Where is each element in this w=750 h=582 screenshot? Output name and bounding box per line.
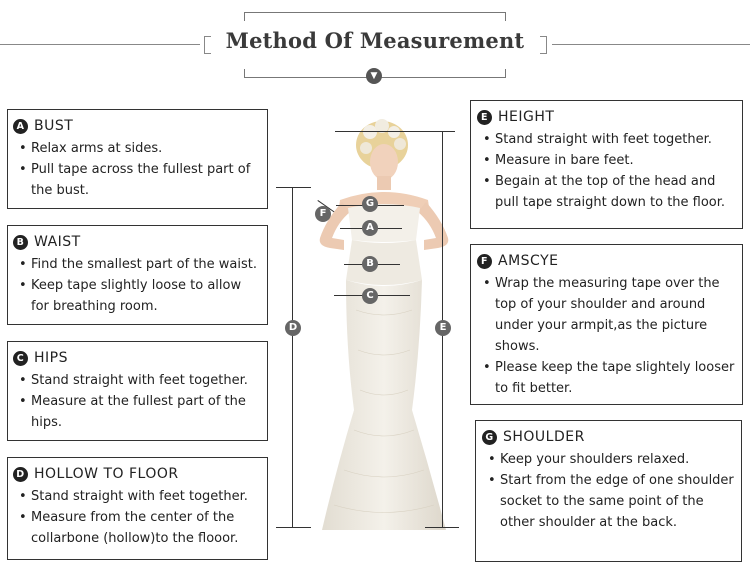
list-item: • Measure in bare feet. [477,150,736,171]
height-title: HEIGHT [498,109,555,125]
height-box [470,100,743,229]
hollow-list [13,486,261,549]
marker-b: B [362,256,378,272]
line-d-top [276,187,311,188]
marker-d: D [285,320,301,336]
list-item: • Find the smallest part of the waist. [13,254,261,275]
hips-title: HIPS [34,350,68,366]
badge-g-icon: G [482,430,497,445]
list-item: • Stand straight with feet together. [13,370,261,391]
waist-title: WAIST [34,234,81,250]
badge-b-icon: B [13,235,28,250]
chevron-down-icon: ▼ [366,68,382,84]
list-item: • Begain at the top of the head and pull tape straight down to the floor. [477,171,736,213]
hips-box [7,341,268,441]
hips-list [13,370,261,433]
marker-f: F [315,206,331,222]
hollow-title: HOLLOW TO FLOOR [34,466,179,482]
list-item: • Keep your shoulders relaxed. [482,449,735,470]
shoulder-title: SHOULDER [503,429,585,445]
bust-title: BUST [34,118,74,134]
badge-c-icon: C [13,351,28,366]
list-item: • Measure at the fullest part of the hips. [13,391,261,433]
list-item: • Wrap the measuring tape over the top of your shoulder and around under your armpit,as the picture shows. [477,273,736,357]
line-d-bottom [276,527,311,528]
shoulder-list [482,449,735,533]
badge-a-icon: A [13,119,28,134]
page-title: Method Of Measurement [225,28,525,53]
amscye-list [477,273,736,399]
list-item: • Stand straight with feet together. [477,129,736,150]
marker-e: E [435,320,451,336]
line-d [292,187,293,527]
bust-box [7,109,268,209]
list-item: • Stand straight with feet together. [13,486,261,507]
header-bracket-right [540,36,547,54]
marker-c: C [362,288,378,304]
height-list [477,129,736,213]
list-item: • Pull tape across the fullest part of the bust. [13,159,261,201]
dress-icon [322,280,446,530]
amscye-box [470,244,743,405]
list-item: • Please keep the tape slightely looser to fit better. [477,357,736,399]
waist-list [13,254,261,317]
right-arm-icon [418,202,448,250]
header-rule-right [552,44,750,45]
list-item: • Measure from the center of the collarbone (hollow)to the flooor. [13,507,261,549]
shoulder-box [475,420,742,562]
line-e-bottom [425,527,459,528]
list-item: • Start from the edge of one shoulder socket to the same point of the other shoulder at the back. [482,470,735,533]
badge-d-icon: D [13,467,28,482]
waist-box [7,225,268,325]
marker-g: G [362,196,378,212]
bust-list [13,138,261,201]
line-e-top [335,131,455,132]
list-item: • Relax arms at sides. [13,138,261,159]
badge-e-icon: E [477,110,492,125]
badge-f-icon: F [477,254,492,269]
marker-a: A [362,220,378,236]
face-icon [370,144,398,180]
header-rule-left [0,44,200,45]
hollow-to-floor-box [7,457,268,560]
amscye-title: AMSCYE [498,253,559,269]
list-item: • Keep tape slightly loose to allow for breathing room. [13,275,261,317]
